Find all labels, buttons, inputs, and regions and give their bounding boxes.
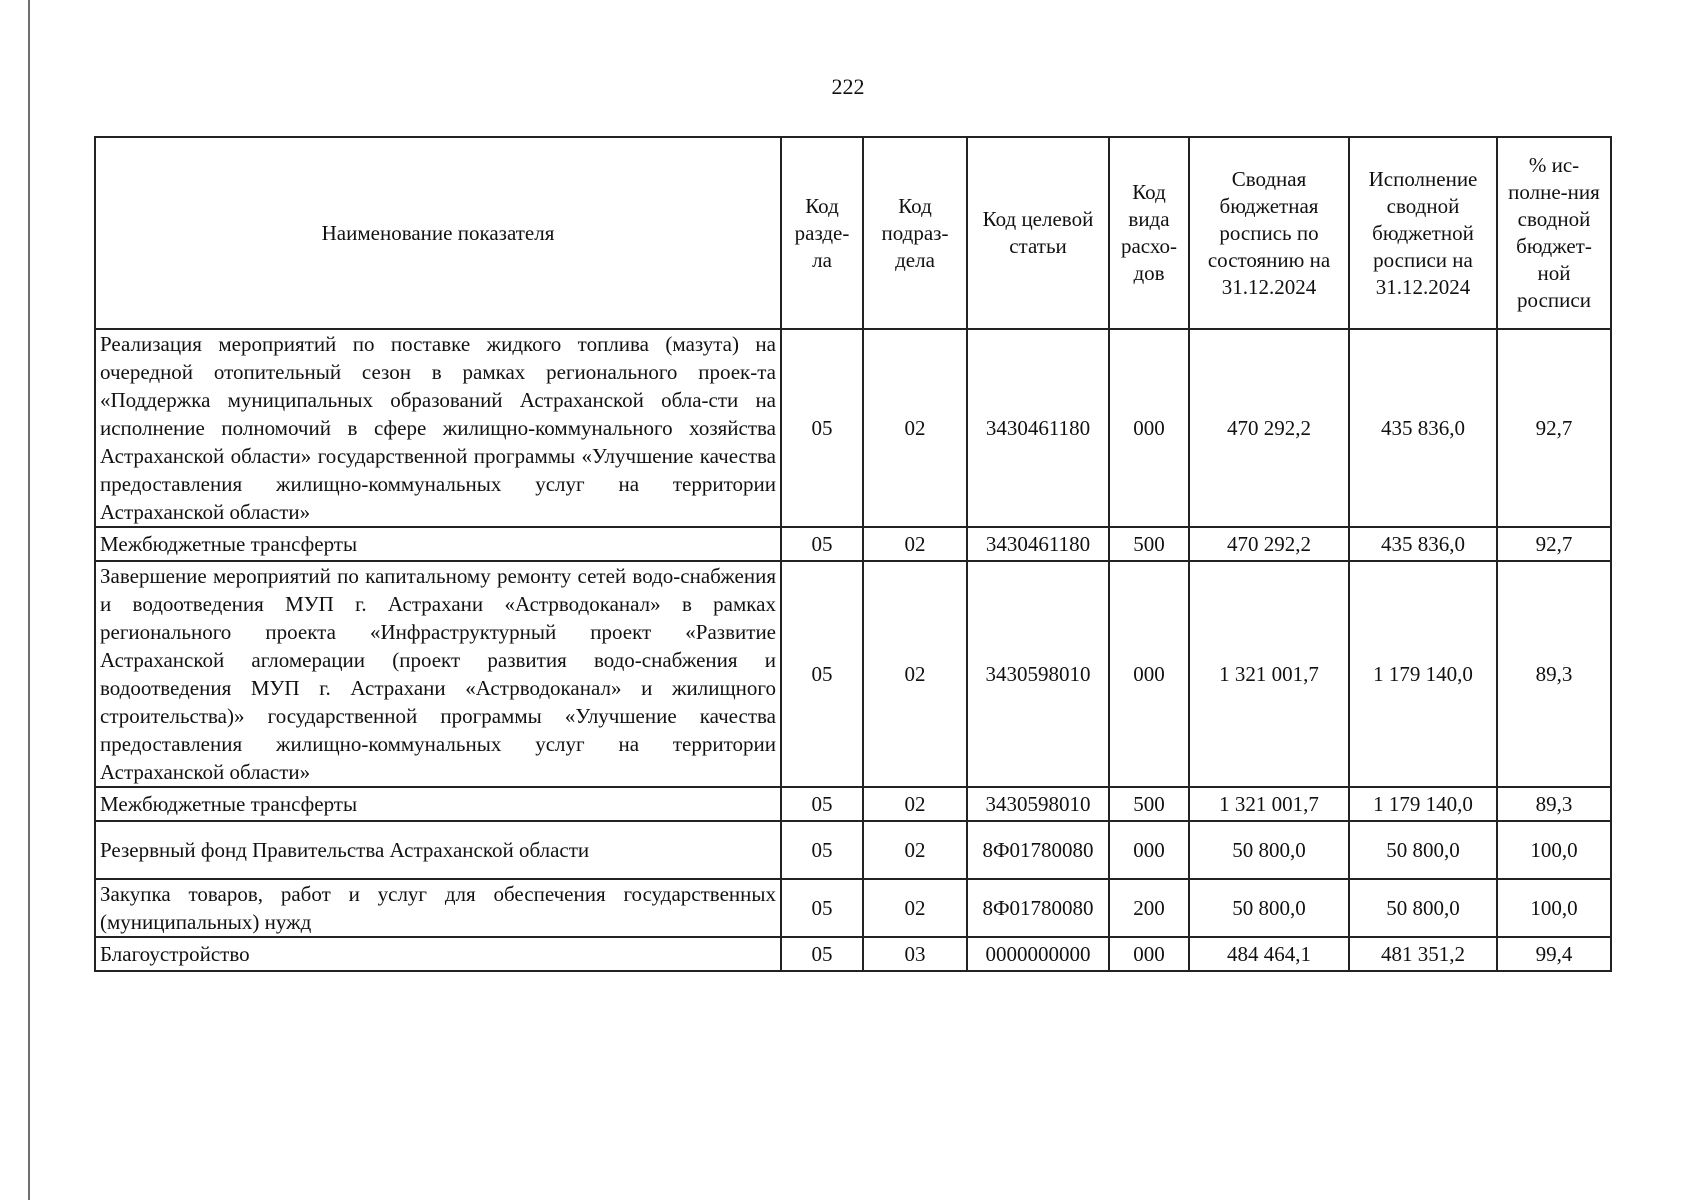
budget-table bbox=[94, 136, 1612, 972]
row-razdel: 05 bbox=[781, 329, 863, 527]
row-podrazdel: 02 bbox=[863, 821, 967, 879]
row-razdel: 05 bbox=[781, 561, 863, 787]
table-row bbox=[95, 329, 1611, 527]
row-percent: 89,3 bbox=[1497, 561, 1611, 787]
row-razdel: 05 bbox=[781, 937, 863, 971]
row-target: 3430598010 bbox=[967, 787, 1109, 821]
row-target: 3430598010 bbox=[967, 561, 1109, 787]
row-vid: 000 bbox=[1109, 821, 1189, 879]
header-name: Наименование показателя bbox=[95, 137, 781, 329]
row-ispolnenie: 50 800,0 bbox=[1349, 821, 1497, 879]
row-razdel: 05 bbox=[781, 527, 863, 561]
row-podrazdel: 02 bbox=[863, 787, 967, 821]
row-target: 8Ф01780080 bbox=[967, 879, 1109, 937]
table-row bbox=[95, 561, 1611, 787]
row-rospis: 50 800,0 bbox=[1189, 879, 1349, 937]
row-vid: 000 bbox=[1109, 561, 1189, 787]
row-percent: 100,0 bbox=[1497, 879, 1611, 937]
row-percent: 89,3 bbox=[1497, 787, 1611, 821]
page-margin-line bbox=[28, 0, 30, 1200]
row-percent: 92,7 bbox=[1497, 329, 1611, 527]
header-ispolnenie: Исполнение сводной бюджетной росписи на 31.12.2024 bbox=[1349, 137, 1497, 329]
table-row bbox=[95, 879, 1611, 937]
row-podrazdel: 02 bbox=[863, 879, 967, 937]
row-podrazdel: 03 bbox=[863, 937, 967, 971]
header-rospis: Сводная бюджетная роспись по состоянию на 31.12.2024 bbox=[1189, 137, 1349, 329]
row-name: Закупка товаров, работ и услуг для обеспечения государственных (муниципальных) нужд bbox=[95, 879, 781, 937]
row-razdel: 05 bbox=[781, 879, 863, 937]
row-podrazdel: 02 bbox=[863, 561, 967, 787]
header-vid: Код вида расхо-дов bbox=[1109, 137, 1189, 329]
row-ispolnenie: 481 351,2 bbox=[1349, 937, 1497, 971]
row-name: Реализация мероприятий по поставке жидкого топлива (мазута) на очередной отопительный сезон в рамках регионального проек-та «Поддержка муниципальных образований Астраханской обла-сти на исполнение полномочий в сфере жилищно-коммунального хозяйства Астраханской области» государственной программы «Улучшение качества предоставления жилищно-коммунальных услуг на территории Астраханской области» bbox=[95, 329, 781, 527]
row-vid: 500 bbox=[1109, 527, 1189, 561]
row-rospis: 1 321 001,7 bbox=[1189, 561, 1349, 787]
row-podrazdel: 02 bbox=[863, 329, 967, 527]
row-name: Завершение мероприятий по капитальному ремонту сетей водо-снабжения и водоотведения МУП г. Астрахани «Астрводоканал» в рамках регионального проекта «Инфраструктурный проект «Развитие Астраханской агломерации (проект развития водо-снабжения и водоотведения МУП г. Астрахани «Астрводоканал» и жилищного строительства)» государственной программы «Улучшение качества предоставления жилищно-коммунальных услуг на территории Астраханской области» bbox=[95, 561, 781, 787]
row-ispolnenie: 435 836,0 bbox=[1349, 527, 1497, 561]
row-vid: 200 bbox=[1109, 879, 1189, 937]
row-percent: 92,7 bbox=[1497, 527, 1611, 561]
header-target: Код целевой статьи bbox=[967, 137, 1109, 329]
row-rospis: 50 800,0 bbox=[1189, 821, 1349, 879]
header-razdel: Код разде-ла bbox=[781, 137, 863, 329]
row-name: Благоустройство bbox=[95, 937, 781, 971]
table-row bbox=[95, 527, 1611, 561]
row-ispolnenie: 1 179 140,0 bbox=[1349, 561, 1497, 787]
row-ispolnenie: 435 836,0 bbox=[1349, 329, 1497, 527]
row-name: Межбюджетные трансферты bbox=[95, 787, 781, 821]
row-rospis: 484 464,1 bbox=[1189, 937, 1349, 971]
row-target: 0000000000 bbox=[967, 937, 1109, 971]
row-target: 8Ф01780080 bbox=[967, 821, 1109, 879]
row-razdel: 05 bbox=[781, 787, 863, 821]
row-rospis: 470 292,2 bbox=[1189, 527, 1349, 561]
row-vid: 000 bbox=[1109, 329, 1189, 527]
row-ispolnenie: 1 179 140,0 bbox=[1349, 787, 1497, 821]
row-percent: 99,4 bbox=[1497, 937, 1611, 971]
table-row bbox=[95, 821, 1611, 879]
row-name: Резервный фонд Правительства Астраханской области bbox=[95, 821, 781, 879]
header-podrazdel: Код подраз-дела bbox=[863, 137, 967, 329]
row-vid: 500 bbox=[1109, 787, 1189, 821]
row-razdel: 05 bbox=[781, 821, 863, 879]
row-rospis: 1 321 001,7 bbox=[1189, 787, 1349, 821]
page-number: 222 bbox=[831, 74, 865, 99]
header-row bbox=[95, 137, 1611, 329]
table-row bbox=[95, 937, 1611, 971]
header-percent: % ис-полне-ния сводной бюджет-ной росписи bbox=[1497, 137, 1611, 329]
row-rospis: 470 292,2 bbox=[1189, 329, 1349, 527]
row-target: 3430461180 bbox=[967, 527, 1109, 561]
row-name: Межбюджетные трансферты bbox=[95, 527, 781, 561]
row-podrazdel: 02 bbox=[863, 527, 967, 561]
row-ispolnenie: 50 800,0 bbox=[1349, 879, 1497, 937]
table-row bbox=[95, 787, 1611, 821]
row-percent: 100,0 bbox=[1497, 821, 1611, 879]
row-vid: 000 bbox=[1109, 937, 1189, 971]
row-target: 3430461180 bbox=[967, 329, 1109, 527]
